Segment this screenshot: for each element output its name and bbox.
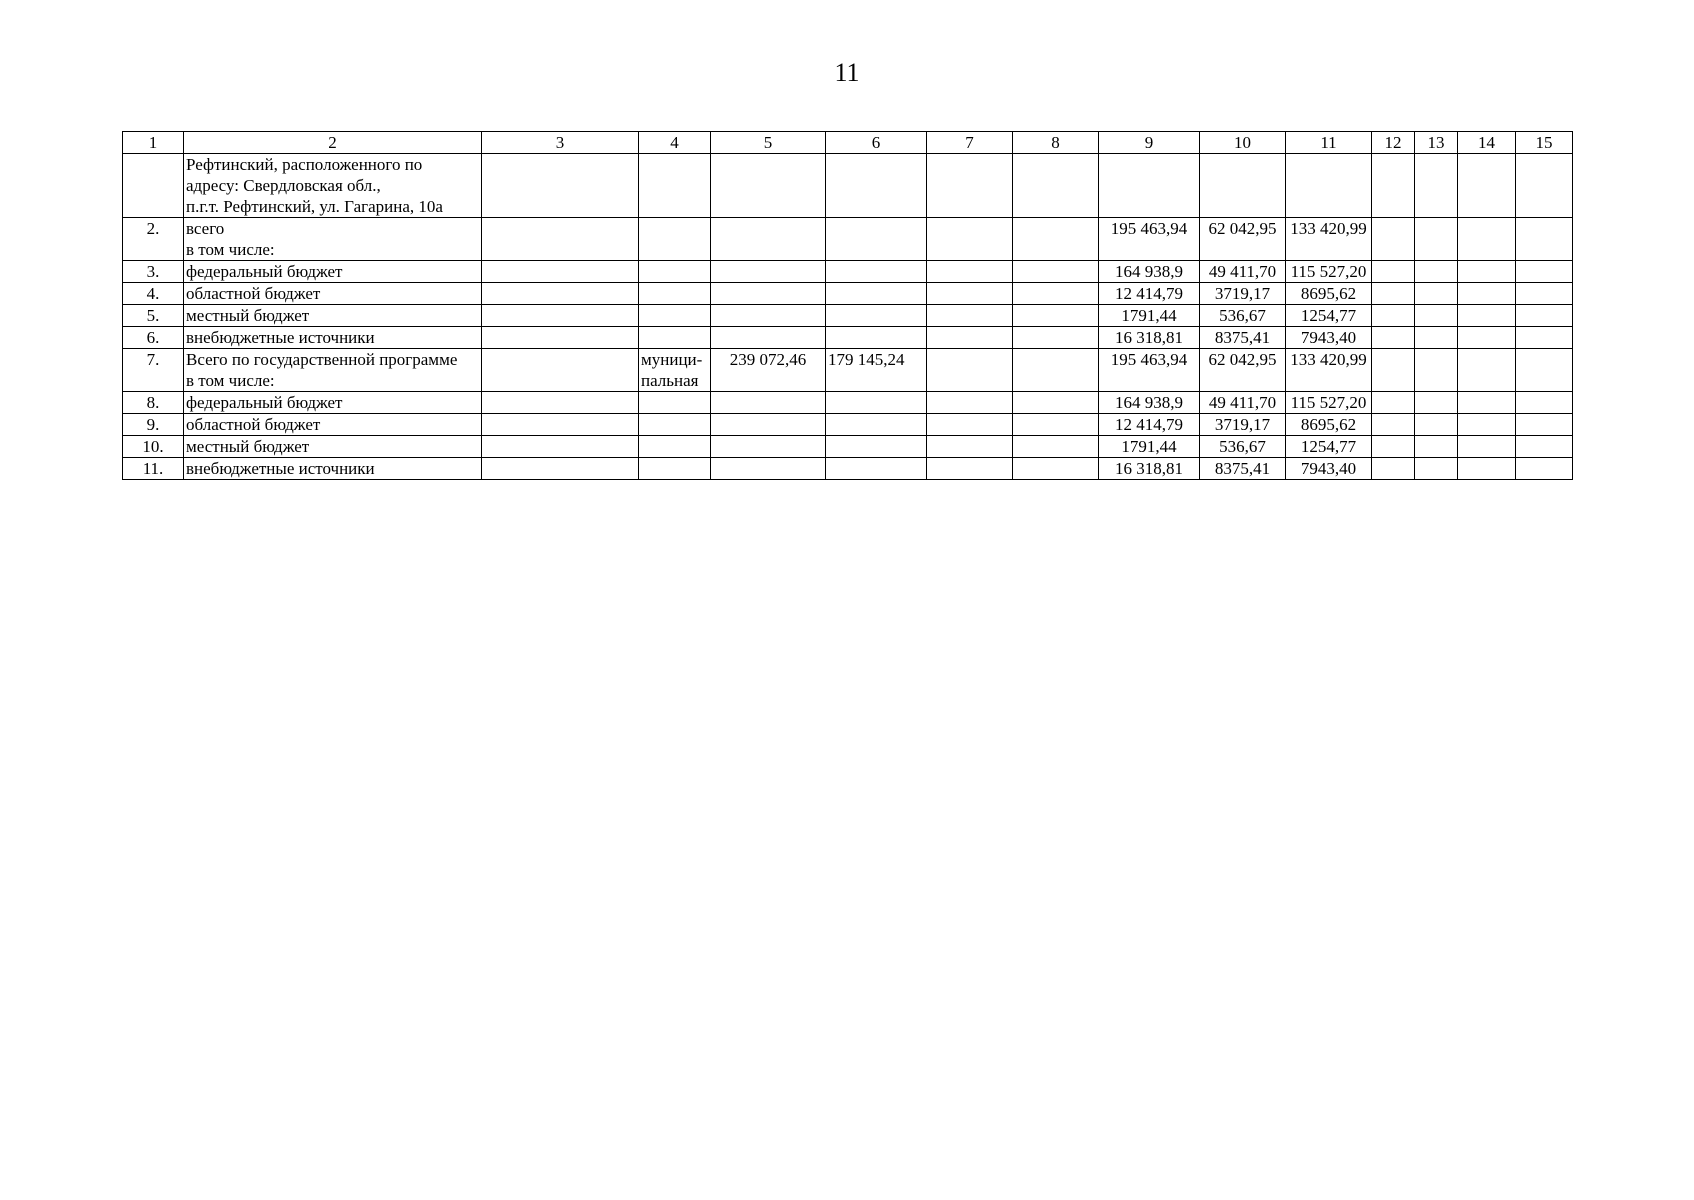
cell-col-6 — [826, 327, 927, 349]
column-header: 11 — [1286, 132, 1372, 154]
cell-col-9: 1791,44 — [1099, 305, 1200, 327]
col-4-line: муници- — [641, 350, 703, 369]
cell-col-15 — [1516, 392, 1573, 414]
cell-col-6 — [826, 392, 927, 414]
cell-col-13 — [1415, 349, 1458, 392]
row-number: 7. — [123, 349, 184, 392]
column-header: 13 — [1415, 132, 1458, 154]
cell-col-14 — [1458, 349, 1516, 392]
cell-col-10: 536,67 — [1200, 436, 1286, 458]
row-number: 5. — [123, 305, 184, 327]
description-line: федеральный бюджет — [186, 393, 343, 412]
cell-col-15 — [1516, 154, 1573, 218]
cell-col-12 — [1372, 218, 1415, 261]
cell-col-12 — [1372, 154, 1415, 218]
cell-col-15 — [1516, 261, 1573, 283]
cell-col-12 — [1372, 261, 1415, 283]
cell-col-13 — [1415, 154, 1458, 218]
cell-col-5 — [711, 283, 826, 305]
column-header: 10 — [1200, 132, 1286, 154]
header-row — [123, 132, 1573, 154]
cell-col-10 — [1200, 154, 1286, 218]
cell-col-14 — [1458, 218, 1516, 261]
cell-col-13 — [1415, 436, 1458, 458]
description-line: областной бюджет — [186, 284, 321, 303]
cell-col-8 — [1013, 261, 1099, 283]
row-description — [184, 305, 482, 327]
table-row — [123, 349, 1573, 392]
cell-col-11: 8695,62 — [1286, 414, 1372, 436]
cell-col-3 — [482, 261, 639, 283]
cell-col-3 — [482, 283, 639, 305]
cell-col-4 — [639, 436, 711, 458]
description-line: местный бюджет — [186, 306, 310, 325]
cell-col-14 — [1458, 154, 1516, 218]
cell-col-11: 115 527,20 — [1286, 261, 1372, 283]
cell-col-3 — [482, 458, 639, 480]
cell-col-15 — [1516, 414, 1573, 436]
cell-col-14 — [1458, 458, 1516, 480]
cell-col-10: 49 411,70 — [1200, 261, 1286, 283]
cell-col-3 — [482, 414, 639, 436]
table-row — [123, 218, 1573, 261]
cell-col-3 — [482, 154, 639, 218]
cell-col-15 — [1516, 458, 1573, 480]
cell-col-9: 164 938,9 — [1099, 392, 1200, 414]
row-number: 6. — [123, 327, 184, 349]
table-row — [123, 154, 1573, 218]
cell-col-8 — [1013, 154, 1099, 218]
column-header: 12 — [1372, 132, 1415, 154]
cell-col-9: 12 414,79 — [1099, 414, 1200, 436]
description-line: внебюджетные источники — [186, 328, 375, 347]
row-description — [184, 349, 482, 392]
row-description — [184, 392, 482, 414]
cell-col-9: 195 463,94 — [1099, 218, 1200, 261]
cell-col-8 — [1013, 392, 1099, 414]
cell-col-4 — [639, 261, 711, 283]
cell-col-4 — [639, 283, 711, 305]
column-header: 4 — [639, 132, 711, 154]
cell-col-7 — [927, 436, 1013, 458]
cell-col-9: 12 414,79 — [1099, 283, 1200, 305]
cell-col-4 — [639, 218, 711, 261]
cell-col-9: 16 318,81 — [1099, 327, 1200, 349]
row-description — [184, 283, 482, 305]
cell-col-8 — [1013, 305, 1099, 327]
cell-col-13 — [1415, 392, 1458, 414]
description-line: федеральный бюджет — [186, 262, 343, 281]
cell-col-9: 195 463,94 — [1099, 349, 1200, 392]
cell-col-10: 3719,17 — [1200, 414, 1286, 436]
column-header: 2 — [184, 132, 482, 154]
cell-col-14 — [1458, 283, 1516, 305]
table-row — [123, 327, 1573, 349]
cell-col-5 — [711, 154, 826, 218]
cell-col-14 — [1458, 327, 1516, 349]
cell-col-3 — [482, 327, 639, 349]
row-description — [184, 327, 482, 349]
cell-col-3 — [482, 349, 639, 392]
cell-col-8 — [1013, 458, 1099, 480]
table-row — [123, 283, 1573, 305]
row-description — [184, 458, 482, 480]
description-line: всего — [186, 219, 225, 238]
cell-col-14 — [1458, 261, 1516, 283]
budget-table — [122, 131, 1573, 480]
table-row — [123, 392, 1573, 414]
cell-col-8 — [1013, 436, 1099, 458]
cell-col-13 — [1415, 218, 1458, 261]
table-row — [123, 436, 1573, 458]
cell-col-4 — [639, 349, 711, 392]
cell-col-10: 62 042,95 — [1200, 218, 1286, 261]
cell-col-7 — [927, 327, 1013, 349]
cell-col-10: 8375,41 — [1200, 458, 1286, 480]
description-line: внебюджетные источники — [186, 459, 375, 478]
cell-col-11 — [1286, 154, 1372, 218]
cell-col-10: 62 042,95 — [1200, 349, 1286, 392]
cell-col-6 — [826, 283, 927, 305]
cell-col-5 — [711, 458, 826, 480]
cell-col-3 — [482, 305, 639, 327]
cell-col-15 — [1516, 283, 1573, 305]
cell-col-4 — [639, 458, 711, 480]
cell-col-4 — [639, 414, 711, 436]
cell-col-3 — [482, 392, 639, 414]
cell-col-7 — [927, 414, 1013, 436]
cell-col-12 — [1372, 305, 1415, 327]
cell-col-15 — [1516, 305, 1573, 327]
row-number: 10. — [123, 436, 184, 458]
cell-col-5 — [711, 414, 826, 436]
column-header: 5 — [711, 132, 826, 154]
cell-col-13 — [1415, 458, 1458, 480]
cell-col-13 — [1415, 283, 1458, 305]
description-line: местный бюджет — [186, 437, 310, 456]
cell-col-8 — [1013, 414, 1099, 436]
cell-col-7 — [927, 283, 1013, 305]
cell-col-14 — [1458, 414, 1516, 436]
cell-col-6 — [826, 305, 927, 327]
cell-col-13 — [1415, 414, 1458, 436]
table-row — [123, 305, 1573, 327]
cell-col-15 — [1516, 327, 1573, 349]
cell-col-7 — [927, 218, 1013, 261]
cell-col-15 — [1516, 349, 1573, 392]
row-number — [123, 154, 184, 218]
cell-col-4 — [639, 305, 711, 327]
cell-col-7 — [927, 154, 1013, 218]
column-header: 9 — [1099, 132, 1200, 154]
cell-col-3 — [482, 218, 639, 261]
row-number: 4. — [123, 283, 184, 305]
cell-col-3 — [482, 436, 639, 458]
cell-col-13 — [1415, 261, 1458, 283]
cell-col-6 — [826, 414, 927, 436]
cell-col-6 — [826, 261, 927, 283]
description-line: Всего по государственной программе — [186, 350, 458, 369]
cell-col-5 — [711, 218, 826, 261]
cell-col-9 — [1099, 154, 1200, 218]
cell-col-11: 133 420,99 — [1286, 349, 1372, 392]
cell-col-9: 16 318,81 — [1099, 458, 1200, 480]
cell-col-8 — [1013, 218, 1099, 261]
cell-col-5 — [711, 305, 826, 327]
table-row — [123, 414, 1573, 436]
cell-col-4 — [639, 392, 711, 414]
cell-col-5: 239 072,46 — [711, 349, 826, 392]
table-row — [123, 261, 1573, 283]
cell-col-6 — [826, 436, 927, 458]
cell-col-12 — [1372, 414, 1415, 436]
row-number: 2. — [123, 218, 184, 261]
cell-col-10: 8375,41 — [1200, 327, 1286, 349]
cell-col-6: 179 145,24 — [826, 349, 927, 392]
description-line: в том числе: — [186, 240, 275, 259]
cell-col-11: 115 527,20 — [1286, 392, 1372, 414]
cell-col-7 — [927, 458, 1013, 480]
row-number: 3. — [123, 261, 184, 283]
cell-col-12 — [1372, 283, 1415, 305]
cell-col-4 — [639, 327, 711, 349]
cell-col-7 — [927, 392, 1013, 414]
cell-col-13 — [1415, 327, 1458, 349]
cell-col-12 — [1372, 327, 1415, 349]
description-line: областной бюджет — [186, 415, 321, 434]
column-header: 6 — [826, 132, 927, 154]
row-description — [184, 218, 482, 261]
row-description — [184, 414, 482, 436]
page-number: 11 — [834, 58, 860, 87]
column-header: 14 — [1458, 132, 1516, 154]
cell-col-5 — [711, 392, 826, 414]
cell-col-8 — [1013, 327, 1099, 349]
cell-col-11: 1254,77 — [1286, 305, 1372, 327]
cell-col-14 — [1458, 436, 1516, 458]
row-number: 9. — [123, 414, 184, 436]
cell-col-8 — [1013, 349, 1099, 392]
cell-col-5 — [711, 327, 826, 349]
description-line: Рефтинский, расположенного по — [186, 155, 423, 174]
col-4-line: пальная — [641, 371, 699, 390]
description-line: в том числе: — [186, 371, 275, 390]
row-description — [184, 436, 482, 458]
cell-col-7 — [927, 305, 1013, 327]
column-header: 3 — [482, 132, 639, 154]
cell-col-10: 536,67 — [1200, 305, 1286, 327]
cell-col-7 — [927, 261, 1013, 283]
cell-col-6 — [826, 154, 927, 218]
cell-col-14 — [1458, 305, 1516, 327]
row-number: 11. — [123, 458, 184, 480]
cell-col-15 — [1516, 436, 1573, 458]
row-number: 8. — [123, 392, 184, 414]
row-description — [184, 261, 482, 283]
cell-col-11: 133 420,99 — [1286, 218, 1372, 261]
cell-col-12 — [1372, 392, 1415, 414]
cell-col-12 — [1372, 349, 1415, 392]
table-row — [123, 458, 1573, 480]
column-header: 1 — [123, 132, 184, 154]
cell-col-10: 49 411,70 — [1200, 392, 1286, 414]
cell-col-9: 164 938,9 — [1099, 261, 1200, 283]
description-line: адресу: Свердловская обл., — [186, 176, 381, 195]
cell-col-5 — [711, 261, 826, 283]
cell-col-13 — [1415, 305, 1458, 327]
column-header: 15 — [1516, 132, 1573, 154]
cell-col-5 — [711, 436, 826, 458]
cell-col-8 — [1013, 283, 1099, 305]
cell-col-9: 1791,44 — [1099, 436, 1200, 458]
cell-col-11: 7943,40 — [1286, 458, 1372, 480]
row-description — [184, 154, 482, 218]
column-header: 8 — [1013, 132, 1099, 154]
cell-col-15 — [1516, 218, 1573, 261]
cell-col-7 — [927, 349, 1013, 392]
cell-col-12 — [1372, 458, 1415, 480]
cell-col-4 — [639, 154, 711, 218]
cell-col-11: 8695,62 — [1286, 283, 1372, 305]
description-line: п.г.т. Рефтинский, ул. Гагарина, 10а — [186, 197, 443, 216]
cell-col-12 — [1372, 436, 1415, 458]
cell-col-6 — [826, 458, 927, 480]
cell-col-6 — [826, 218, 927, 261]
cell-col-14 — [1458, 392, 1516, 414]
cell-col-11: 1254,77 — [1286, 436, 1372, 458]
cell-col-10: 3719,17 — [1200, 283, 1286, 305]
cell-col-11: 7943,40 — [1286, 327, 1372, 349]
column-header: 7 — [927, 132, 1013, 154]
